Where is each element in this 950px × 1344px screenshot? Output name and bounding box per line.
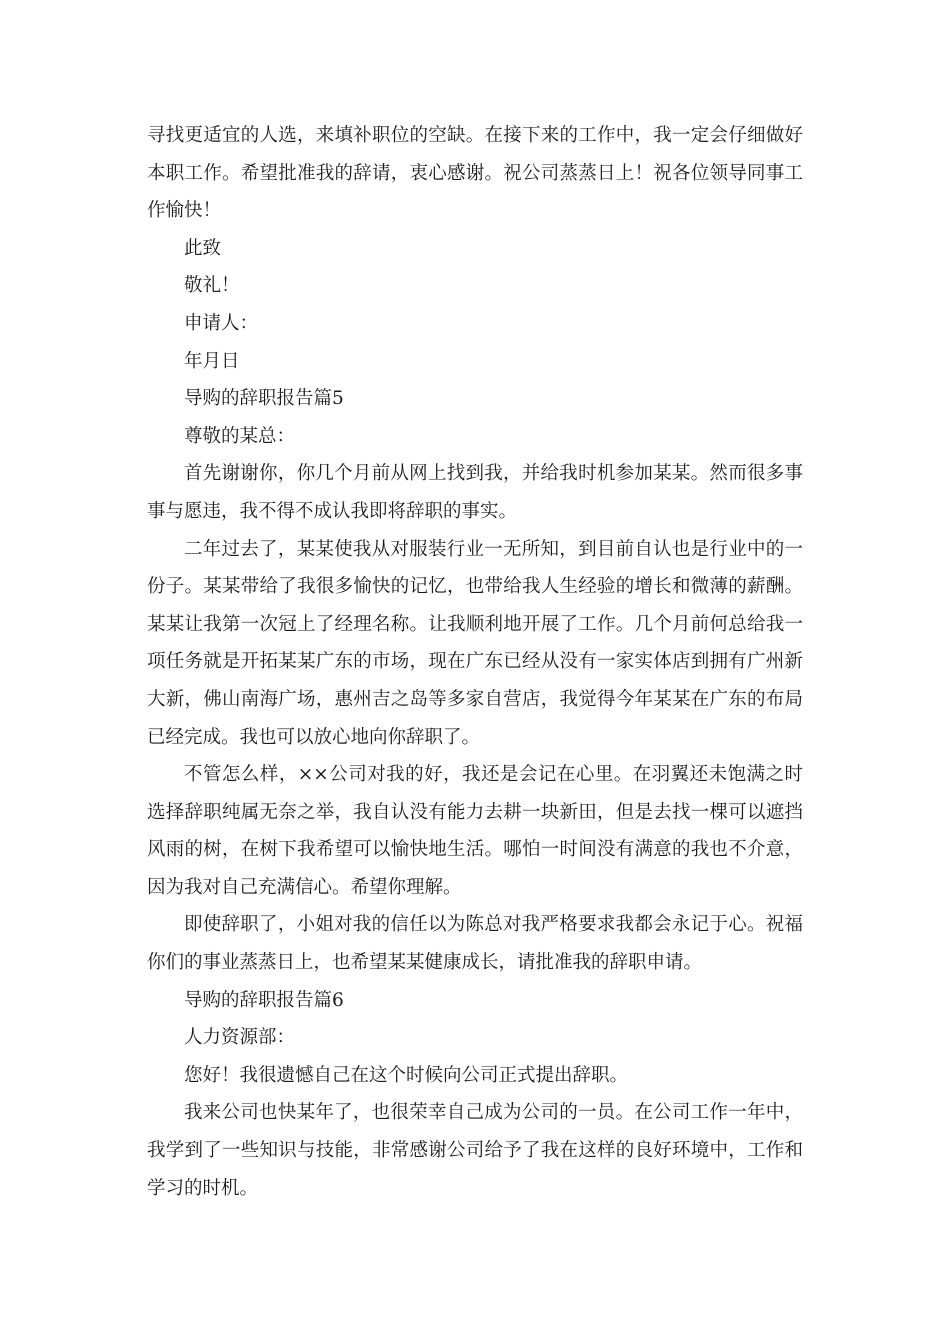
paragraph: 不管怎么样，××公司对我的好，我还是会记在心里。在羽翼还未饱满之时选择辞职纯属无奈之举，我自认没有能力去耕一块新田，但是去找一棵可以遮挡风雨的树，在树下我希望可以愉快地生活。哪怕一时间没有满意的我也不介意，因为我对自己充满信心。希望你理解。 [147,764,803,898]
section-heading-6: 导购的辞职报告篇6 [184,989,344,1011]
letter-greeting: 人力资源部： [184,1027,296,1049]
paragraph: 首先谢谢你，你几个月前从网上找到我，并给我时机参加某某。然而很多事事与愿违，我不得不成认我即将辞职的事实。 [147,463,803,522]
closing-salutation: 此致 [184,237,222,259]
paragraph-continuation: 寻找更适宜的人选，来填补职位的空缺。在接下来的工作中，我一定会仔细做好本职工作。希望批准我的辞请，衷心感谢。祝公司蒸蒸日上！祝各位领导同事工作愉快！ [147,125,803,222]
closing-regards: 敬礼！ [184,275,240,297]
paragraph: 我来公司也快某年了，也很荣幸自己成为公司的一员。在公司工作一年中，我学到了一些知识与技能，非常感谢公司给予了我在这样的良好环境中，工作和学习的时机。 [147,1102,803,1199]
paragraph: 您好！我很遗憾自己在这个时候向公司正式提出辞职。 [184,1064,629,1086]
applicant-label: 申请人： [184,312,259,334]
paragraph: 即使辞职了，小姐对我的信任以为陈总对我严格要求我都会永记于心。祝福你们的事业蒸蒸日上，也希望某某健康成长，请批准我的辞职申请。 [147,914,803,974]
section-heading-5: 导购的辞职报告篇5 [184,388,344,410]
date-label: 年月日 [184,350,240,372]
document-body [147,117,803,1207]
paragraph: 二年过去了，某某使我从对服装行业一无所知，到目前自认也是行业中的一份子。某某带给了我很多愉快的记忆，也带给我人生经验的增长和微薄的薪酬。某某让我第一次冠上了经理名称。让我顺利地开展了工作。几个月前何总给我一项任务就是开拓某某广东的市场，现在广东已经从没有一家实体店到拥有广州新大新，佛山南海广场，惠州吉之岛等多家自营店，我觉得今年某某在广东的布局已经完成。我也可以放心地向你辞职了。 [147,538,803,748]
letter-greeting: 尊敬的某总： [184,425,296,447]
